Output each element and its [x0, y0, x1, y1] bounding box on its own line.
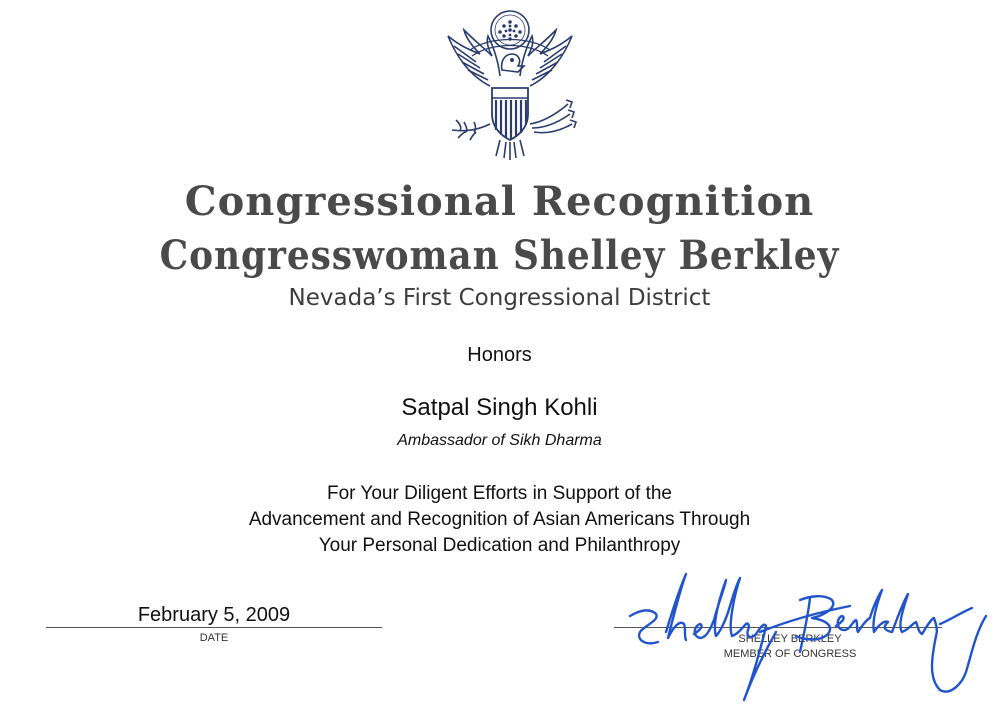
- great-seal-icon: [430, 6, 590, 164]
- handwritten-signature: [600, 560, 999, 720]
- date-value: February 5, 2009: [137, 604, 291, 626]
- citation-line: Advancement and Recognition of Asian Americans Through: [248, 509, 751, 530]
- citation-line: Your Personal Dedication and Philanthropy: [318, 535, 681, 556]
- honors-label: Honors: [467, 344, 532, 366]
- title-line-2: Congresswoman Shelley Berkley: [159, 232, 840, 279]
- recipient-name: Satpal Singh Kohli: [401, 394, 598, 421]
- signatory-role: MEMBER OF CONGRESS: [723, 648, 857, 660]
- title-line-1: Congressional Recognition: [184, 178, 815, 225]
- signatory-name: SHELLEY BERKLEY: [738, 633, 842, 645]
- citation-text: [0, 481, 999, 559]
- date-label: DATE: [199, 632, 229, 644]
- date-underline: [46, 627, 382, 628]
- district-subtitle: Nevada’s First Congressional District: [288, 285, 711, 311]
- citation-line: For Your Diligent Efforts in Support of the: [326, 483, 672, 504]
- recipient-title: Ambassador of Sikh Dharma: [397, 432, 602, 449]
